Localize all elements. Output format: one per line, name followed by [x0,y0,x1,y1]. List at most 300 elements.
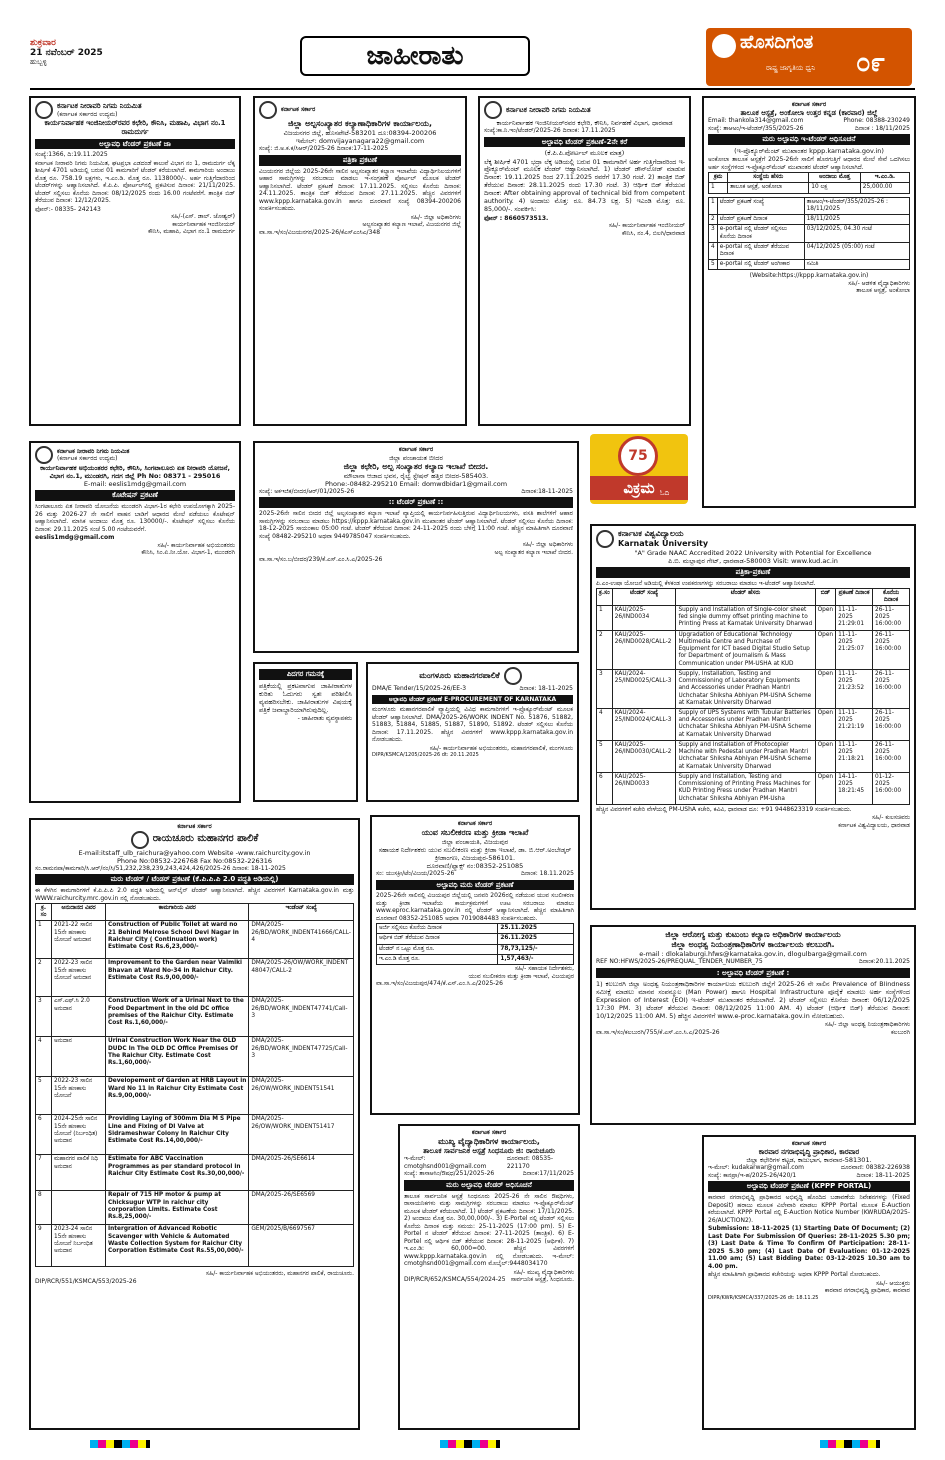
table-cell: ಮಹಾನಗರ ಪಾಲಿಕೆ ನಿಧಿ ಅನುದಾನ [52,1155,106,1191]
masthead: ಜಾಹೀರಾತು [300,36,530,76]
registration-marks [440,1440,500,1448]
ad2-ref: ಸಂಖ್ಯೆ: ಜಿ.ಅ.ಕ.ಕ/ಸಿಆರ್/2025-26 ದಿನಾಂಕ:17-11-2025 [259,145,389,153]
ad12-dates: Submission: 18-11-2025 (1) Starting Date Of Document; (2) Last Date For Submission Of Queries: 28-11-2025 5.30 pm; (3) Last Date & Time To Confirm Of Participation: 28-11-2025 5.30 pm; (4) Last Date Of Evaluation: 01-12-2025 11.00 am; (5) Last Bidding Date: 03-12-2025 10.30 am to 4.00 pm. [708,1225,910,1270]
ad12-date: ದಿನಾಂಕ: 18-11-2025 [856,1171,910,1179]
ad8-foot: DIP/RCR/551/KSMCA/553/2025-26 [35,1277,137,1285]
table-cell: e-portal ನಲ್ಲಿ ಟೆಂಡರ್ ಅಂಗೀಕಾರ [717,260,804,270]
table-cell: 2 [36,959,52,997]
knnl-emblem-icon [484,101,502,119]
table-cell: 11-11-2025 21:25:07 [836,630,873,669]
table-header-cell: ಕ್ರಮ [709,173,728,183]
table-cell: 2 [597,630,613,669]
ad8-gov: ಕರ್ನಾಟಕ ಸರ್ಕಾರ [177,823,212,830]
table-cell: 26-11-2025 16:00:00 [873,740,910,772]
table-cell: ಎಸ್.ಎಫ್.ಸಿ 2.0 ಅನುದಾನ [52,997,106,1037]
mcc-bar: ಅಲ್ಪಾವಧಿ ಟೆಂಡರ್ ಪ್ರಕಟಣೆ E-PROCUREMENT OF KARNATAKA [372,695,573,705]
ad11-ref: ಸಂಖ್ಯೆ: ತಾಸಾಆಸಿಂ/ಔಷಧ/251/2025-26 [404,1170,495,1178]
ad5-org: ಕರ್ನಾಟಕ ನೀರಾವರಿ ನಿಗಮ ನಿಯಮಿತ [57,447,130,455]
ad12-sign: ಸಹಿ/- ಆಯುಕ್ತರು [876,1279,910,1287]
ad8-title: ರಾಯಚೂರು ಮಹಾನಗರ ಪಾಲಿಕೆ [152,833,259,845]
table-row [709,260,910,270]
ad6-gov: ಕರ್ನಾಟಕ ಸರ್ಕಾರ [398,446,434,453]
ad1-bar: ಅಲ್ಪಾವಧಿ ಟೆಂಡರ್ ಪ್ರಕಟಣೆ ಜಾ [35,139,235,150]
ad8-sign: ಸಹಿ/- ಕಾರ್ಯನಿರ್ವಾಹಕ ಅಭಿಯಂತರರು, ಮಹಾನಗರ ಪಾಲಿಕೆ, ರಾಯಚೂರು. [205,1270,354,1278]
ad-health-kalaburagi [590,925,916,1125]
ad3-foot: ಕೌನಿಸಿ, ನಂ.4, ಬಿಲಗಿ/ಧಾರವಾಡ [622,229,685,237]
table-header-row [709,173,910,183]
ad5-bar: ಕೊಟೇಷನ್ ಪ್ರಕಟಣೆ [35,490,235,501]
table-cell: 03/12/2025, 04.30 ಗಂಟೆ [804,225,909,242]
table-cell: 5 [709,260,718,270]
table-cell: Open [815,740,835,772]
ad11-foot2: ಸಾರ್ವಜನಿಕ ಆಸ್ಪತ್ರೆ, ಸಿಂಧನೂರು. [510,1276,574,1283]
table-cell: 2 [709,215,718,225]
table-cell: 2022-23 ಸಾಲಿನ 15ನೇ ಹಣಕಾಸು ಯೋಜನೆ [52,1077,106,1115]
table-cell: 4 [709,242,718,259]
table-header-cell: ಕಾಮಗಾರಿಯ ವಿವರ [106,904,249,921]
ad12-body: ಕಾರವಾರ ನಗರಾಭಿವೃದ್ಧಿ ಪ್ರಾಧಿಕಾರದ ಅಭಿವೃದ್ಧಿ ಹೊಂದಿದ ಬಡಾವಣೆಯ ನಿವೇಶನಗಳನ್ನು (Fixed Deposit) ಹರಾಜು ಮೂಲಕ ವಿಲೇವಾರಿ ಮಾಡಲು KPPP Portal ಮೂಲಕ E-Auction ಕರೆಯಲಾಗಿದೆ. KPPP Portal ನಲ್ಲಿ E-Auction Notice Number (KWRUDA/2025-26/AUCTION2). [708,1194,910,1224]
table-cell: ಟೆಂಡರ್ ಪ್ರಕಟಣೆ ದಿನಾಂಕ [717,215,804,225]
table-cell: 2023-24 ಸಾಲಿನ 15ನೇ ಹಣಕಾಸು ಯೋಜನೆ ನಿರ್ಬಂಧಿತ ಅನುದಾನ [52,1225,106,1267]
table-cell: KAU/2024-25/IND0025/CALL-3 [612,669,676,708]
table-cell: DMA/2025-26/BD/WORK_INDENT41666/CALL-4 [249,921,354,959]
ad6-body: 2025-26ನೇ ಸಾಲಿನ ಬೀದರ ಜಿಲ್ಲೆ ಅಲ್ಪಸಂಖ್ಯಾತರ ಕಲ್ಯಾಣ ಇಲಾಖೆ ವ್ಯಾಪ್ತಿಯಲ್ಲಿ ಕಾರ್ಯನಿರ್ವಹಿಸುತ್ತಿರುವ ವಿದ್ಯಾರ್ಥಿನಿಲಯಗಳು, ವಸತಿ ಶಾಲೆಗಳಿಗೆ ಆಹಾರ ಸಾಮಗ್ರಿಗಳನ್ನು ಸರಬರಾಜು ಮಾಡಲು https://kppp.karnataka.gov.in ಮುಖಾಂತರ ಟೆಂಡರ್ ಆಹ್ವಾನಿಸಲಾಗಿದೆ. ಟೆಂಡರ್ ಸಲ್ಲಿಸಲು ಕೊನೆಯ ದಿನಾಂಕ: 18-12-2025 ಸಾಯಂಕಾಲ 05:00 ಗಂಟೆ. ಟೆಂಡರ್ ತೆರೆಯುವ ದಿನಾಂಕ: 24-11-2025 ರಂದು ಬೆಳಿಗ್ಗೆ 11:00 ಗಂಟೆ. ಹೆಚ್ಚಿನ ಮಾಹಿತಿಗಾಗಿ ದೂರವಾಣಿ ಸಂಖ್ಯೆ 08482-295210 ಅಥವಾ 9449785047 ಸಂಪರ್ಕಿಸಬಹುದು. [259,510,573,540]
ad1-foot: ಕೌನಿಸಿ, ಮಹಾಪಿ, ವಿಭಾಗ ನಂ.1 ರಾಮದುರ್ಗ [148,228,235,236]
table-header-cell: ಕ್ರ. ಸಂ [36,904,52,921]
ad2-email: ಇಮೇಲ್: domvijayanagara22@gmail.com [295,137,425,146]
mcc-title: ಮಂಗಳೂರು ಮಹಾನಗರಪಾಲಿಕೆ [419,671,500,680]
ad5-foot: ಕೌನಿಸಿ, ಸಿಂ.ಏ.ನೀ.ಯೋ. ವಿಭಾಗ-1, ಮುಂಡರಗಿ [141,549,235,557]
ad4-title: ತಾಲೂಕ ಆಸ್ಪತ್ರೆ, ಅಂಕೋಲಾ ಉತ್ತರ ಕನ್ನಡ (ಕಾರವಾರ) ಜಿಲ್ಲೆ [740,108,878,117]
ad12-bar: ಅಲ್ಪಾವಧಿ ಟೆಂಡರ್ ಪ್ರಕಟಣೆ (KPPP PORTAL) [708,1181,910,1192]
table-row [36,997,354,1037]
table-cell: Construction Work of a Urinal Next to the Food Department in the old DC office premises of the Raichur City. Estimate Cost Rs.1,60,000/- [106,997,249,1037]
ad3-office: ಕಾರ್ಯನಿರ್ವಾಹಕ ಇಂಜಿನೀಯರ್‌ರವರ ಕಛೇರಿ, ಕೌನಿಸಿ, ನಿರ್ವಹಣೆ ವಿಭಾಗ, ಧಾರವಾಡ [496,119,673,127]
table-cell: Open [815,630,835,669]
ad5-email: E-mail: eeslis1mdg@gmail.com [83,480,187,489]
mcc-emblem-icon [504,667,522,685]
ad-karwar-uda [702,1135,916,1430]
ad10-body: 1) ಕಲಬುರಗಿ ಜಿಲ್ಲಾ ಅಂಧತ್ವ ನಿಯಂತ್ರಣಾಧಿಕಾರಿಗಳ ಕಾರ್ಯಾಲಯ ಕಲಬುರಗಿ ಜಿಲ್ಲೆಗೆ 2025-26 ನೇ ಸಾಲಿನ Prevalence of Blindness ಸಮೀಕ್ಷೆ ಮಾಡಲು ಮಾನವ ಸಂಪನ್ಮೂಲ (Man Power) ಹಾಗೂ Hospital Infrastructure ಪೂರೈಕೆ ಮಾಡಲು ಅರ್ಹ ಸಂಸ್ಥೆಗಳಿಂದ Expression of Interest (EOI) ಇ-ಟೆಂಡರ್ ಮುಖಾಂತರ ಕರೆಯಲಾಗಿದೆ. 2) ಟೆಂಡರ್ ಸಲ್ಲಿಸಲು ಕೊನೆಯ ದಿನಾಂಕ: 06/12/2025 17:30 PM. 3) ಟೆಂಡರ್ ತೆರೆಯುವ ದಿನಾಂಕ: 08/12/2025 11:00 AM. 4) ಟೆಂಡರ್ (ಆರ್ಥಿಕ ಬಿಡ್) ತೆರೆಯುವ ದಿನಾಂಕ: 10/12/2025 11:00 AM. 5) ಹೆಚ್ಚಿನ ವಿವರಗಳಿಗೆ www.e-proc.karnataka.gov.in ನೋಡಬಹುದು. [596,980,910,1021]
table-cell: Urinal Construction Work Near the OLD DUDC In The OLD DC Office Premises Of The Raichur City. Estimate Cost Rs.1,60,000/- [106,1037,249,1077]
table-cell: KAU/2025-26/IND0028/CALL-2 [612,630,676,669]
table-row [36,1115,354,1155]
ad9-title: ಯುವ ಸಬಲೀಕರಣ ಮತ್ತು ಕ್ರೀಡಾ ಇಲಾಖೆ [421,827,529,837]
ad6-title: ಜಿಲ್ಲಾ ಕಛೇರಿ, ಅಲ್ಪ ಸಂಖ್ಯಾತರ ಕಲ್ಯಾಣ ಇಲಾಖೆ ಬೀದರ. [343,461,489,471]
ad12-body2: ಹೆಚ್ಚಿನ ಮಾಹಿತಿಗಾಗಿ ಪ್ರಾಧಿಕಾರದ ಕಚೇರಿಯನ್ನು ಅಥವಾ KPPP Portal ನೋಡಬಹುದು. [708,1271,881,1279]
registration-marks [90,1440,150,1448]
table-header-row [36,904,354,921]
table-cell: 26-11-2025 16:00:00 [873,669,910,708]
table-row [709,215,910,225]
ad8-bar: ಮರು ಟೆಂಡರ್ / ಟೆಂಡರ್ ಪ್ರಕಟಣೆ (ಕೆ.ಪಿ.ಪಿ.ಪಿ 2.0 ಪದ್ಧತಿ ಅಡಿಯಲ್ಲಿ) [35,874,354,885]
ad1-org: ಕರ್ನಾಟಕ ನೀರಾವರಿ ನಿಗಮ ನಿಯಮಿತ [57,101,142,110]
ad5-sign: ಸಹಿ/- ಕಾರ್ಯನಿರ್ವಾಹಕ ಅಭಿಯಂತರರು [157,541,235,549]
ad10-email: e-mail : dlokalaburgi.hfws@karnataka.gov.in, dlogulbarga@gmail.com [639,950,867,958]
table-header-cell: ಅನುದಾನದ ವಿವರ [52,904,106,921]
ku-note: ಹೆಚ್ಚಿನ ವಿವರಗಳಿಗೆ ಕಚೇರಿ ವೇಳೆಯಲ್ಲಿ PM-UShA ಕಚೇರಿ, ಕವಿವಿ, ಧಾರವಾಡ ದೂ: +91 9448623319 ಸಂಪರ್ಕಿಸಬಹುದು. [596,805,852,813]
table-cell: Repair of 715 HP motor & pump at Chicksugur WTP in raichur city corporation Limits. Estimate Cost Rs.8,25,000/- [106,1191,249,1225]
ad11-title: ಮುಖ್ಯ ವೈದ್ಯಾಧಿಕಾರಿಗಳ ಕಾರ್ಯಾಲಯ, [438,1136,540,1146]
ad11-phone: ದೂರವಾಣಿ: 08535-221170 [506,1155,554,1170]
table-row [709,225,910,242]
table-row [597,709,910,741]
header-city: ಹುಬ್ಬಳ್ಳಿ [30,58,47,66]
ad8-table [35,903,354,1267]
ad6-desig: ಅಲ್ಪ ಸಂಖ್ಯಾತರ ಕಲ್ಯಾಣ ಇಲಾಖೆ ಬೀದರ. [494,548,573,556]
ad10-ref: REF NO:HFWS/2025-26/PREQUAL_TENDER_NUMBER_75 [596,958,763,966]
ad5-office: ಕಾರ್ಯನಿರ್ವಾಹಕ ಅಭಿಯಂತರರ ಕಛೇರಿ, ಕೌನಿಸಿ, ಸಿಂಗಟಾಲೂರು ಏತ ನೀರಾವರಿ ಯೋಜನೆ, ವಿಭಾಗ ನಂ.1, ಮುಂಡರಗಿ, ಗದಗ ಜಿಲ್ಲೆ Ph No: 08371 - 295016 [40,464,230,481]
table-cell: 10 ಲಕ್ಷ [809,183,861,193]
ad4-schedule [708,197,910,271]
ad12-addr: ಜಿಲ್ಲಾ ಕಛೇರಿಗಳ ಕಟ್ಟಡ, ಕಾಜುಭಾಗ, ಕಾರವಾರ-581301. [746,1156,872,1165]
table-row [36,1155,354,1191]
table-cell: DMA/2025-26/BD/WORK_INDENT47725/Call-3 [249,1037,354,1077]
ad1-body: ಕರ್ನಾಟಕ ನೀರಾವರಿ ನಿಗಮ ನಿಯಮಿತ, ಘಟಪ್ರಭಾ ಎಡದಂಡೆ ಕಾಲುವೆ ವಿಭಾಗ ನಂ 1, ರಾಮದುರ್ಗ ಲೆಕ್ಕ ಶೀರ್ಷಿಕೆ 4701 ಅಡಿಯಲ್ಲಿ ಬರುವ 01 ಕಾಮಗಾರಿಗೆ ಟೆಂಡರ್ ಕರೆಯಲಾಗಿದೆ. ಕಾಮಗಾರಿಯ ಅಂದಾಜು ಮೊತ್ತ ರೂ. 758.19 ಲಕ್ಷಗಳು, ಇ.ಎಂ.ಡಿ. ಮೊತ್ತ ರೂ. 1138000/-. ಅರ್ಹ ಗುತ್ತಿಗೆದಾರರಿಂದ ಟೆಂಡರ್‌ಗಳನ್ನು ಆಹ್ವಾನಿಸಲಾಗಿದೆ. ಕೆ.ಪಿ.ಪಿ. ಪೋರ್ಟಲ್‌ನಲ್ಲಿ ಪ್ರಕಟಿಸುವ ದಿನಾಂಕ: 21/11/2025. ಟೆಂಡರ್ ಸಲ್ಲಿಸಲು ಕೊನೆಯ ದಿನಾಂಕ: 08/12/2025 ರಂದು 16.00 ಗಂಟೆವರೆಗೆ. ತಾಂತ್ರಿಕ ಬಿಡ್ ತೆರೆಯುವ ದಿನಾಂಕ: 12/12/2025. [35,159,235,205]
table-cell: 26-11-2025 16:00:00 [873,605,910,630]
table-cell: ತಾಲೂಕ ಆಸ್ಪತ್ರೆ, ಅಂಕೋಲಾ [728,183,809,193]
table-cell: DMA/2025-26/OW/WORK_INDENT51541 [249,1077,354,1115]
ad6-foot: ವಾ.ಸಾ.ಇ/ಸಂ.ಬ/ಬೀದರ/239/ಕೆ.ಎಸ್.ಎಂ.ಸಿ.ಎ/2025-26 [259,556,383,564]
ad4-phone: Phone: 08388-230249 [843,117,910,125]
table-cell: DMA/2025-26/SE6569 [249,1191,354,1225]
table-cell: Upgradation of Educational Technology Multimedia Centre and Purchase of Equipment for ICT based Digital Studio Setup for Department of Journalism & Mass Communication under PM-USHA at KUD [676,630,815,669]
table-header-cell: ಪ್ರಕಟಣೆ ದಿನಾಂಕ [836,588,873,605]
table-row [36,1077,354,1115]
ad1-contact: ಫೋನ್:- 08335- 242143 [35,205,101,213]
table-cell: 2024-25ನೇ ಸಾಲಿನ 15ನೇ ಹಣಕಾಸು ಯೋಜನೆ (ನಿರ್ಬಂಧಿತ) ಅನುದಾನ [52,1115,106,1155]
table-cell: 78,73,125/- [498,944,574,954]
ad12-foot: DIPR/KWR/KSMCA/337/2025-26 dt: 18.11.25 [708,1294,819,1301]
ad-minority-bidar [253,441,579,653]
ad4-body: ಅಂಕೋಲಾ ತಾಲೂಕ ಆಸ್ಪತ್ರೆಗೆ 2025-26ನೇ ಸಾಲಿಗೆ ಹೊರಗುತ್ತಿಗೆ ಆಧಾರದ ಮೇಲೆ ಸೇವೆ ಒದಗಿಸಲು ಅರ್ಹ ಸಂಸ್ಥೆಗಳಿಂದ ಇ-ಪ್ರೊಕ್ಯೂರ್‌ಮೆಂಟ್ ಮುಖಾಂತರ ಟೆಂಡರ್ ಆಹ್ವಾನಿಸಲಾಗಿದೆ. [708,156,910,171]
ad-knnl-ramdurg [29,96,241,426]
table-header-cell: ಅಂದಾಜು ಮೊತ್ತ [809,173,861,183]
mcc-sign: ಸಹಿ/- ಕಾರ್ಯನಿರ್ವಾಹಕ ಅಭಿಯಂತರರು, ಮಹಾನಗರಪಾಲಿಕೆ, ಮಂಗಳೂರು [429,744,573,752]
ad8-ref: ಸಂ.ರಾಮನಪಾ/ಕಾಮಗಾರಿ/ಸಿ.ಆರ್/ನಂ/ಸಿ/51,232,238,239,243,424,426/2025-26 ದಿನಾಂಕ: 18-11-2025 [35,864,286,872]
table-header-cell: ಇಂಡೆಂಟ್ ಸಂಖ್ಯೆ [249,904,354,921]
ad2-addr: ವಿಜಯನಗರ ಜಿಲ್ಲೆ, ಹೊಸಪೇಟೆ-583201 ದೂ:08394-200206 [283,129,437,137]
ad1-sub: (ಕರ್ನಾಟಕ ಸರ್ಕಾರದ ಉದ್ಯಮ) [57,110,118,118]
ad2-desig: ಅಲ್ಪಸಂಖ್ಯಾತರ ಕಲ್ಯಾಣ ಇಲಾಖೆ, ವಿಜಯನಗರ ಜಿಲ್ಲೆ [362,221,461,228]
table-cell: 6 [597,772,613,804]
ad11-email: ಇ-ಮೇಲ್: cmotghsnd001@gmail.com [404,1155,487,1170]
table-cell [52,1191,106,1225]
ad3-bar: ಅಲ್ಪಾವಧಿ ಟೆಂಡರ್ ಪ್ರಕಟಣೆ-2ನೇ ಕರೆ [484,137,685,148]
table-cell: Open [815,605,835,630]
ad10-title: ಜಿಲ್ಲಾ ಆರೋಗ್ಯ ಮತ್ತು ಕುಟುಂಬ ಕಲ್ಯಾಣ ಅಧಿಕಾರಿಗಳ ಕಾರ್ಯಾಲಯ [665,930,841,939]
ad11-sub: ತಾಲೂಕ ಸಾರ್ವಜನಿಕ ಆಸ್ಪತ್ರೆ ಸಿಂಧನೂರು ಜಿ: ರಾಯಚೂರು [423,1146,555,1155]
lotus-icon [712,34,736,58]
ad11-foot1: DIP/RCR/652/KSMCA/554/2024-25 [404,1276,506,1283]
vikrama-sub: ಓದಿ [660,489,670,497]
table-header-cell: ಟೆಂಡರ್ ಹೆಸರು [676,588,815,605]
table-cell: Construction of Public Toilet at ward no 21 Behind Melrose School Devi Nagar in Raichur City ( Continuation work) Estimate Cost Rs.6,23,000/- [106,921,249,959]
ad6-ref: ಸಂಖ್ಯೆ: ಅಕಇಜಿಕ/ಬೀದರ/ಆರ್/01/2025-26 [259,487,355,495]
table-cell: KAU/2025-26/IND0034 [612,605,676,630]
ad12-email: ಇ-ಮೇಲ್: kudakarwar@gmail.com [708,1164,805,1172]
table-cell: 5 [597,740,613,772]
page-number: ೦೯ [856,48,886,78]
ad9-desig: ಯುವ ಸಬಲೀಕರಣ ಮತ್ತು ಕ್ರೀಡಾ ಇಲಾಖೆ, ವಿಜಯಪುರ [468,972,574,980]
table-cell: 4 [597,709,613,741]
table-cell: Developement of Garden at HRB Layout in Ward No 11 in Raichur City Estimate Cost Rs.9,00,000/- [106,1077,249,1115]
ku-emblem-icon [596,530,614,548]
ad-karnatak-university [590,524,916,910]
ad8-intro: ಈ ಕೆಳಗಿನ ಕಾಮಗಾರಿಗಳಿಗೆ ಕೆ.ಪಿ.ಪಿ.ಪಿ 2.0 ಪದ್ಧತಿ ಅಡಿಯಲ್ಲಿ ಆನ್‌ಲೈನ್ ಟೆಂಡರ್ ಆಹ್ವಾನಿಸಲಾಗಿದೆ. ಹೆಚ್ಚಿನ ವಿವರಗಳಿಗೆ Karnataka.gov.in ಮತ್ತು WWW.raichurcity.mrc.gov.in ನಲ್ಲಿ ನೋಡಬಹುದು. [35,887,354,902]
ad4-bar: ಮರು ಅಲ್ಪಾವಧಿ ಇ-ಟೆಂಡರ್ ಅಧಿಸೂಚನೆ [708,134,910,145]
mcc-body: ಮಂಗಳೂರು ಮಹಾನಗರಪಾಲಿಕೆ ವ್ಯಾಪ್ತಿಯಲ್ಲಿ ವಿವಿಧ ಕಾಮಗಾರಿಗಳಿಗೆ ಇ-ಪ್ರೊಕ್ಯೂರ್‌ಮೆಂಟ್ ಮೂಲಕ ಟೆಂಡರ್ ಆಹ್ವಾನಿಸಲಾಗಿದೆ. DMA/2025-26/WORK INDENT No. 51876, 51882, 51883, 51884, 51885, 51887, 51890, 51892. ಟೆಂಡರ್ ಸಲ್ಲಿಸಲು ಕೊನೆಯ ದಿನಾಂಕ: 17.11.2025. ಹೆಚ್ಚಿನ ವಿವರಗಳಿಗೆ www.kppp.karnataka.gov.in ನೋಡಬಹುದು. [372,706,573,743]
ku-table [596,588,910,805]
raichur-emblem-icon [131,831,149,849]
table-header-cell: ಸಂಸ್ಥೆಯ ಹೆಸರು [728,173,809,183]
table-cell: 26-11-2025 16:00:00 [873,709,910,741]
ad3-sub: (ಕೆ.ಪಿ.ಪಿ.ಪೋರ್ಟಲ್ ಮೂಲಕ ಮಾತ್ರ) [544,149,625,158]
knnl-emblem-icon [35,101,53,119]
table-cell: e-portal ನಲ್ಲಿ ಟೆಂಡರ್ ತೆರೆಯುವ ದಿನಾಂಕ [717,242,804,259]
table-cell: DMA/2025-26/OW/WORK_INDENT51417 [249,1115,354,1155]
ad1-desig: ಕಾರ್ಯನಿರ್ವಾಹಕ ಇಂಜಿನೀಯರ್ [172,220,235,228]
table-cell: Open [815,709,835,741]
table-cell: Open [815,772,835,804]
ad2-body: ವಿಜಯನಗರ ಜಿಲ್ಲೆಯ 2025-26ನೇ ಸಾಲಿನ ಅಲ್ಪಸಂಖ್ಯಾತರ ಕಲ್ಯಾಣ ಇಲಾಖೆಯ ವಿದ್ಯಾರ್ಥಿನಿಲಯಗಳಿಗೆ ಆಹಾರ ಸಾಮಗ್ರಿಗಳನ್ನು ಸರಬರಾಜು ಮಾಡಲು ಇ-ಸಂಗ್ರಹಣೆ ಪೋರ್ಟಲ್ ಮೂಲಕ ಟೆಂಡರ್ ಆಹ್ವಾನಿಸಲಾಗಿದೆ. ಟೆಂಡರ್ ಪ್ರಕಟಣೆ ದಿನಾಂಕ: 17.11.2025. ಸಲ್ಲಿಸಲು ಕೊನೆಯ ದಿನಾಂಕ: 24.11.2025. ತಾಂತ್ರಿಕ ಬಿಡ್ ತೆರೆಯುವ ದಿನಾಂಕ: 27.11.2025. ಹೆಚ್ಚಿನ ವಿವರಗಳಿಗೆ www.kppp.karnataka.gov.in ಹಾಗೂ ದೂರವಾಣಿ ಸಂಖ್ಯೆ 08394-200206 ಸಂಪರ್ಕಿಸಬಹುದು. [259,167,461,212]
ad12-phone: ದೂರವಾಣಿ: 08382-226938 [840,1164,910,1172]
table-cell: ಅನುದಾನ [52,1037,106,1077]
table-cell: 04/12/2025 (05:00) ಗಂಟೆ [804,242,909,259]
ad2-bar: ಪತ್ರಿಕಾ ಪ್ರಕಟಣೆ [259,155,461,166]
ad4-table [708,172,910,193]
ad9-foot: ವಾ.ಸಾ.ಇ/ಸಂ/ವಿಜಯಪುರ/474/ಕೆ.ಎಸ್.ಎಂ.ಸಿ.ಎ/2025-26 [376,980,503,988]
table-cell: 18/11/2025 [804,215,909,225]
table-cell: 25,000.00 [860,183,909,193]
ad3-org: ಕರ್ನಾಟಕ ನೀರಾವರಿ ನಿಗಮ ನಿಯಮಿತ [506,105,591,114]
table-header-cell: ಕೊನೆಯ ದಿನಾಂಕ [873,588,910,605]
table-cell: Supply and Installation, Testing and Commissioning of Printing Press Machines for KUD Printing Press under Pradhan Mantri Uchchatar Shiksha Abhiyan PM-Usha [676,772,815,804]
table-row [36,1037,354,1077]
ad1-office: ಕಾರ್ಯನಿರ್ವಾಹಕ ಇಂಜಿನೀಯರ್‌ರವರ ಕಛೇರಿ, ಕೌನಿಸಿ, ಮಹಾಪಿ, ವಿಭಾಗ ನಂ.1 ರಾಮದುರ್ಗ [44,119,226,136]
table-row [377,934,574,944]
table-cell: KAU/2025-26/IND0030/CALL-2 [612,740,676,772]
ad12-title: ಕಾರವಾರ ನಗರಾಭಿವೃದ್ಧಿ ಪ್ರಾಧಿಕಾರ, ಕಾರವಾರ [758,1147,860,1156]
ad9-sign: ಸಹಿ/- ಸಹಾಯಕ ನಿರ್ದೇಶಕರು, [514,965,574,973]
table-row [709,242,910,259]
table-cell: 5 [36,1077,52,1115]
mcc-date: ದಿನಾಂಕ: 18-11-2025 [519,685,573,692]
ad3-sign: ಸಹಿ/- ಕಾರ್ಯನಿರ್ವಾಹಕ ಇಂಜಿನೀಯರ್ [608,222,685,230]
table-cell: ತಾಆಅಂ/ಇ-ಟೆಂಡರ್/355/2025-26 : 18/11/2025 [804,197,909,214]
table-cell: e-portal ನಲ್ಲಿ ಟೆಂಡರ್ ಸಲ್ಲಿಸಲು ಕೊನೆಯ ದಿನಾಂಕ [717,225,804,242]
mcc-foot: DIPR/KSMCA/1205/2025-26 dt: 20.11.2025 [372,752,479,758]
ad11-bar: ಮರು ಅಲ್ಪಾವಧಿ ಟೆಂಡರ್ ಅಧಿಸೂಚನೆ [404,1180,574,1191]
table-cell: KAU/2025-26/IND0033 [612,772,676,804]
table-cell: 01-12-2025 16:00:00 [873,772,910,804]
table-cell: Supply and Installation of Single-color sheet fed single dummy offset printing machine to Printing Press at Karnatak University Dharwad [676,605,815,630]
anniversary-75-icon: 75 [618,436,658,476]
ad5-email2: eeslis1mdg@gmail.com [35,534,115,542]
table-row [377,954,574,964]
table-row [597,630,910,669]
ad9-body: 2025-26ನೇ ಸಾಲಿನಲ್ಲಿ ವಿಜಯಪುರ ಜಿಲ್ಲೆಯಲ್ಲಿ ಜನವರಿ 2026ರಲ್ಲಿ ನಡೆಯುವ ಯುವ ಸಬಲೀಕರಣ ಮತ್ತು ಕ್ರೀಡಾ ಇಲಾಖೆಯ ಕಾರ್ಯಕ್ರಮಗಳಿಗೆ ಊಟ ಸರಬರಾಜು ಮಾಡಲು www.eproc.karnataka.gov.in ನಲ್ಲಿ ಟೆಂಡರ್ ಆಹ್ವಾನಿಸಲಾಗಿದೆ. ಹೆಚ್ಚಿನ ಮಾಹಿತಿಗಾಗಿ ದೂರವಾಣಿ 08352-251085 ಅಥವಾ 7019084483 ಸಂಪರ್ಕಿಸಬಹುದು. [376,892,574,922]
ad6-sub: ಜಿಲ್ಲಾ ಪಂಚಾಯತ ಬೀದರ [389,453,443,462]
ad7-body: ಪತ್ರಿಕೆಯಲ್ಲಿ ಪ್ರಕಟವಾಗುವ ಜಾಹೀರಾತುಗಳ ಕುರಿತು ಓದುಗರು ಸ್ವತಃ ಪರಿಶೀಲಿಸಿ ವ್ಯವಹರಿಸಬೇಕು. ಜಾಹೀರಾತುಗಳ ವಿಷಯಕ್ಕೆ ಪತ್ರಿಕೆ ಜವಾಬ್ದಾರಿಯಾಗಿರುವುದಿಲ್ಲ. [259,681,352,715]
ad4-sub: (ಇ-ಪ್ರೊಕ್ಯೂರ್‌ಮೆಂಟ್ ಮುಖಾಂತರ kppp.karnataka.gov.in) [734,147,884,155]
ad6-phone: Phone:-08482-295210 Email: domwdbidar1@gmail.com [324,479,508,488]
header-date-block [30,38,170,67]
ad11-body: ತಾಲೂಕ ಸಾರ್ವಜನಿಕ ಆಸ್ಪತ್ರೆ ಸಿಂಧನೂರು 2025-26 ನೇ ಸಾಲಿನ ಔಷಧಿಗಳು, ರಾಸಾಯನಿಕಗಳು ಮತ್ತು ಸಾಮಗ್ರಿಗಳನ್ನು ಸರಬರಾಜು ಮಾಡಲು ಇ-ಪ್ರೊಕ್ಯೂರ್‌ಮೆಂಟ್ ಮೂಲಕ ಟೆಂಡರ್ ಕರೆಯಲಾಗಿದೆ. 1) ಟೆಂಡರ್ ಪ್ರಕಟಣೆಯ ದಿನಾಂಕ: 17/11/2025. 2) ಅಂದಾಜು ಮೊತ್ತ ರೂ. 30,00,000/-. 3) E-Portel ನಲ್ಲಿ ಟೆಂಡರ್ ಸಲ್ಲಿಸಲು ಕೊನೆಯ ದಿನಾಂಕ ಮತ್ತು ಸಮಯ: 25-11-2025 (17:00 pm). 5) E-Portel ನ ಟೆಂಡರ್ ತೆರೆಯುವ ದಿನಾಂಕ: 27-11-2025 (ತಾಂತ್ರಿಕ). 6) E-Portel ನಲ್ಲಿ ಆರ್ಥಿಕ ಬಿಡ್ ತೆರೆಯುವ ದಿನಾಂಕ: 28-11-2025 (ಆರ್ಥಿಕ). 7) ಇ.ಎಂ.ಡಿ: 60,000=00. ಹೆಚ್ಚಿನ ವಿವರಗಳಿಗೆ www.kppp.karnataka.gov.in ನಲ್ಲಿ ನೋಡಬಹುದು. ಇ-ಮೇಲ್: cmotghsnd001@gmail.com ಮೊಬೈಲ್:9448034170 [404,1192,574,1267]
ad9-gov: ಕರ್ನಾಟಕ ಸರ್ಕಾರ [457,820,493,827]
ad12-gov: ಕರ್ನಾಟಕ ಸರ್ಕಾರ [791,1140,827,1147]
ad2-title: ಜಿಲ್ಲಾ ಅಲ್ಪಸಂಖ್ಯಾತರ ಕಲ್ಯಾಣಾಧಿಕಾರಿಗಳ ಕಾರ್ಯಾಲಯ, [287,119,433,128]
ad10-date: ದಿನಾಂಕ:20.11.2025 [858,958,910,966]
table-cell: Improvement to the Garden near Valmiki Bhavan at Ward No-34 in Raichur City. Estimate Cost Rs.9,00,000/- [106,959,249,997]
ku-gov: ಕರ್ನಾಟಕ ವಿಶ್ವವಿದ್ಯಾಲಯ [618,529,684,538]
table-cell: DMA/2025-26/BD/WORK_INDENT47741/Call-3 [249,997,354,1037]
ad11-gov: ಕರ್ನಾಟಕ ಸರ್ಕಾರ [471,1129,507,1136]
knnl-emblem-icon [35,446,53,464]
table-cell: ಆರ್ಥಿಕ ಬಿಡ್ ತೆರೆಯುವ ದಿನಾಂಕ [377,934,498,944]
header-rule [30,88,915,90]
mcc-ref: DMA/E Tender/15/2025-26/EE-3 [372,685,467,692]
ad1-ref: ಸಂಖ್ಯೆ:1366, ದಿ:19.11.2025 [35,151,108,159]
table-cell: GEM/2025/B/6697567 [249,1225,354,1267]
table-cell: 26.11.2025 [498,934,574,944]
ad11-sign: ಸಹಿ/- ಮುಖ್ಯ ವೈದ್ಯಾಧಿಕಾರಿಗಳು [513,1268,574,1276]
ad-knnl-mundaragi [29,441,241,803]
table-header-cell: ಬಿಡ್ [815,588,835,605]
table-cell: KAU/2024-25/IND0024/CALL-3 [612,709,676,741]
ku-bar: ಪತ್ರಿಕಾ-ಪ್ರಕಟಣೆ [596,567,910,578]
table-cell: 8 [36,1191,52,1225]
table-cell: DMA/2025-26/OW/WORK_INDENT 48047/CALL-2 [249,959,354,997]
table-cell: Open [815,669,835,708]
ad7-title: ಪಿದಗರ ಗಮನಕ್ಕೆ [259,669,352,680]
table-cell: 11-11-2025 21:29:01 [836,605,873,630]
vikrama-text: ವಿಕ್ರಮ [590,476,688,500]
ku-en: Karnatak University [618,539,709,548]
ad6-sign: ಸಹಿ/- ಜಿಲ್ಲಾ ಅಧಿಕಾರಿಗಳು [522,541,573,549]
table-row [377,924,574,934]
table-row [377,944,574,954]
ad-sindhanur-hospital [398,1124,580,1430]
ad10-sub: ಜಿಲ್ಲಾ ಅಂಧತ್ವ ನಿಯಂತ್ರಣಾಧಿಕಾರಿಗಳ ಕಾರ್ಯಾಲಯ ಕಲಬುರಗಿ. [671,940,835,949]
registration-marks [820,1440,880,1448]
table-cell: 7 [36,1155,52,1191]
ad4-foot: ತಾಲೂಕ ಆಸ್ಪತ್ರೆ, ಅಂಕೋಲಾ [856,287,910,295]
table-cell: Providing Laying of 300mm Dia M S Pipe Line and Fixing of DI Valve at Sidrameshwar Colony In Raichur City Estimate Cost Rs.14,00,000/- [106,1115,249,1155]
ad9-office: ಸಹಾಯಕ ನಿರ್ದೇಶಕರು ಯುವ ಸಬಲೀಕರಣ ಮತ್ತು ಕ್ರೀಡಾ ಇಲಾಖೆ, ಡಾ. ಬಿ.ಆರ್.ಅಂಬೇಡ್ಕರ್ ಕ್ರೀಡಾಂಗಣ, ವಿಜಯಪುರ-586101. [378,845,572,862]
karnataka-emblem-icon [259,101,277,119]
table-cell: 2022-23 ಸಾಲಿನ 15ನೇ ಹಣಕಾಸು ಯೋಜನೆ ಅನುದಾನ [52,959,106,997]
table-cell: 1 [597,605,613,630]
table-cell: ಟೆಂಡರ್ ನ ಒಟ್ಟು ಮೊತ್ತ ರೂ. [377,944,498,954]
table-cell: Estimate for ABC Vaccination Programmes as per standard protocol in Raichur City Estimate Cost Rs.30,00,000/- [106,1155,249,1191]
table-row [597,740,910,772]
ku-intro: ಪಿ.ಎಂ-ಉಷಾ ಯೋಜನೆ ಅಡಿಯಲ್ಲಿ ಕೆಳಕಂಡ ಉಪಕರಣಗಳನ್ನು ಸರಬರಾಜು ಮಾಡಲು ಇ-ಟೆಂಡರ್ ಆಹ್ವಾನಿಸಲಾಗಿದೆ. [596,580,816,587]
ad10-bar: : ಅಲ್ಪಾವಧಿ ಟೆಂಡರ್ ಪ್ರಕಟಣೆ : [596,968,910,979]
table-cell: 2021-22 ಸಾಲಿನ 15ನೇ ಹಣಕಾಸು ಯೋಜನೆ ಅನುದಾನ [52,921,106,959]
table-cell: 11-11-2025 21:21:19 [836,709,873,741]
ad4-web: (Website:https://kppp.karnataka.gov.in) [749,272,869,280]
ad4-sign: ಸಹಿ/- ಆಡಳಿತ ವೈದ್ಯಾಧಿಕಾರಿಗಳು [848,279,910,287]
table-cell: 1,57,463/- [498,954,574,964]
table-cell: 11-11-2025 21:23:52 [836,669,873,708]
ad6-date: ದಿನಾಂಕ:18-11-2025 [521,487,573,495]
ad10-desig: ಕಲಬುರಗಿ [890,1028,910,1036]
ku-foot: ಕರ್ನಾಟಕ ವಿಶ್ವವಿದ್ಯಾಲಯ, ಧಾರವಾಡ [838,821,910,829]
table-cell: Supply of UPS Systems with Tubular Batteries and Accessories under Pradhan Mantri Uchchatar Shiksha Abhiyan PM-UShA Scheme at Karnatak University Dharwad [676,709,815,741]
ad4-ref: ಸಂಖ್ಯೆ: ತಾಆಅಂ/ಇ-ಟೆಂಡರ್/355/2025-26 [708,124,804,132]
ad2-foot: ವಾ.ಸಾ.ಇ/ಸಂ/ವಿಜಯನಗರ/2025-26/ಕೆಎಸ್ಎಂಸಿಎ/348 [259,228,381,236]
table-cell: 1 [709,197,718,214]
ad9-date: ದಿನಾಂಕ: 18.11.2025 [521,870,574,877]
ad4-email: Email: thankola314@gmail.com [708,117,804,125]
ad3-phone: ಫೋನ್ : 8660573513. [484,214,549,222]
table-cell: 1 [36,921,52,959]
ad10-sign: ಸಹಿ/- ಜಿಲ್ಲಾ ಅಂಧತ್ವ ನಿಯಂತ್ರಣಾಧಿಕಾರಿಗಳು [824,1021,910,1029]
table-cell: 3 [709,225,718,242]
table-row [597,669,910,708]
table-cell: ಟೆಂಡರ್ ಪ್ರಕಟಣೆ ಸಂಖ್ಯೆ [717,197,804,214]
table-row [709,183,910,193]
table-header-cell: ಇ.ಎಂ.ಡಿ. [860,173,909,183]
ad-knnl-dharwad [478,96,691,426]
table-row [36,959,354,997]
ad8-email: E-mail:itstaff_ulb_raichura@yahoo.com Website -www.raichurcity.gov.in [78,848,311,857]
table-cell: 4 [36,1037,52,1077]
header-day: ಶುಕ್ರವಾರ [30,38,56,48]
table-row [36,1191,354,1225]
table-cell: ಇ.ಎಂ.ಡಿ ಮೊತ್ತ ರೂ. [377,954,498,964]
ad2-gov: ಕರ್ನಾಟಕ ಸರ್ಕಾರ [281,106,316,114]
ad9-ref: ಸಂ: ಯುಸಕ್ರೀ/ಟೆಂ/ವಿಜಯ/2025-26 [376,870,455,877]
ad2-sign: ಸಹಿ/- ಜಿಲ್ಲಾ ಅಧಿಕಾರಿಗಳು [410,213,461,221]
ku-addr: ಪಿ.ಬಿ. ಮಲ್ಲಾಪುರ ಗೇಟ್, ಧಾರವಾಡ-580003 Visit: www.kud.ac.in [668,557,838,566]
ad1-sign: ಸಹಿ/-(ಎಸ್. ಡಾಲ್. ಜೋಶ್ವರ್) [171,213,235,221]
table-cell: 26-11-2025 16:00:00 [873,630,910,669]
ad-ankola-hospital [702,96,916,508]
table-row [597,605,910,630]
table-header-cell: ಟೆಂಡರ್ ಸಂಖ್ಯೆ [612,588,676,605]
vikrama-ad [590,434,688,504]
table-row [36,921,354,959]
ad4-gov: ಕರ್ನಾಟಕ ಸರ್ಕಾರ [791,101,827,108]
paper-name: ಹೊಸದಿಗಂತ [740,32,814,53]
table-row [709,197,910,214]
table-header-row [597,588,910,605]
table-cell: 3 [36,997,52,1037]
table-cell: 25.11.2025 [498,924,574,934]
ad6-addr: ಮೌಲಾನಾ ಆಜಾದ ಭವನ, ರೈಲ್ವೆ ಸ್ಟೇಷನ್ ಹತ್ತಿರ ಬೀದರ-585403. [343,471,489,480]
table-cell: ಅರ್ಜಿ ಸಲ್ಲಿಸಲು ಕೊನೆಯ ದಿನಾಂಕ [377,924,498,934]
ad-minority-vijayanagara [253,96,467,426]
ad9-sub: ಜಿಲ್ಲಾ ಪಂಚಾಯತಿ, ವಿಜಯಪುರ [441,837,509,846]
table-cell: 3 [597,669,613,708]
ad9-table [376,923,574,965]
table-header-cell: ಕ್ರ.ಸಂ [597,588,613,605]
table-cell: ಸಮಿತಿ [804,260,909,270]
table-row [597,772,910,804]
tagline: ರಾಷ್ಟ್ರ ಜಾಗೃತಿಯ ಧ್ವನಿ [766,64,816,72]
table-cell: DMA/2025-26/SE6614 [249,1155,354,1191]
newspaper-logo [706,28,912,86]
table-cell: Supply, Installation, Testing and Commissioning of Laboratory Equipments and Accessories under Pradhan Mantri Uchchatar Shiksha Abhiyan PM-UShA Scheme at Karnatak University Dharwad [676,669,815,708]
table-cell: 9 [36,1225,52,1267]
ad-mangaluru-corp [366,662,579,802]
ad3-body: ಲೆಕ್ಕ ಶೀರ್ಷಿಕೆ 4701 ಭದ್ರಾ ಲೆಕ್ಕ ಅಡಿಯಲ್ಲಿ ಬರುವ 01 ಕಾಮಗಾರಿಗೆ ಅರ್ಹ ಗುತ್ತಿಗೆದಾರರಿಂದ ಇ-ಪ್ರೊಕ್ಯೂರ್‌ಮೆಂಟ್ ಮೂಲಕ ಟೆಂಡರ್ ಆಹ್ವಾನಿಸಲಾಗಿದೆ. 1) ಟೆಂಡರ್ ಡೌನ್‌ಲೋಡ್ ಮಾಡುವ ದಿನಾಂಕ: 19.11.2025 ರಿಂದ 27.11.2025 ರವರೆಗೆ 17.30 ಗಂಟೆ. 2) ತಾಂತ್ರಿಕ ಬಿಡ್ ತೆರೆಯುವ ದಿನಾಂಕ: 28.11.2025 ರಂದು 17.30 ಗಂಟೆ. 3) ಆರ್ಥಿಕ ಬಿಡ್ ತೆರೆಯುವ ದಿನಾಂಕ: After obtaining approval of technical bid from competent authority. 4) ಅಂದಾಜು ಮೊತ್ತ: ರೂ. 84.73 ಲಕ್ಷ. 5) ಇಎಂಡಿ ಮೊತ್ತ: ರೂ. 85,000/-. ಸಂಪರ್ಕಿಸಿ: [484,158,685,213]
ad10-foot: ವಾ.ಸಾ.ಇ/ಸಂ/ಕಲಬುರಗಿ/755/ಕೆ.ಎಸ್.ಎಂ.ಸಿ.ಎ/2025-26 [596,1028,720,1036]
table-cell: 14-11-2025 18:21:45 [836,772,873,804]
ad-youth-sports-vijayapura [370,815,580,1115]
